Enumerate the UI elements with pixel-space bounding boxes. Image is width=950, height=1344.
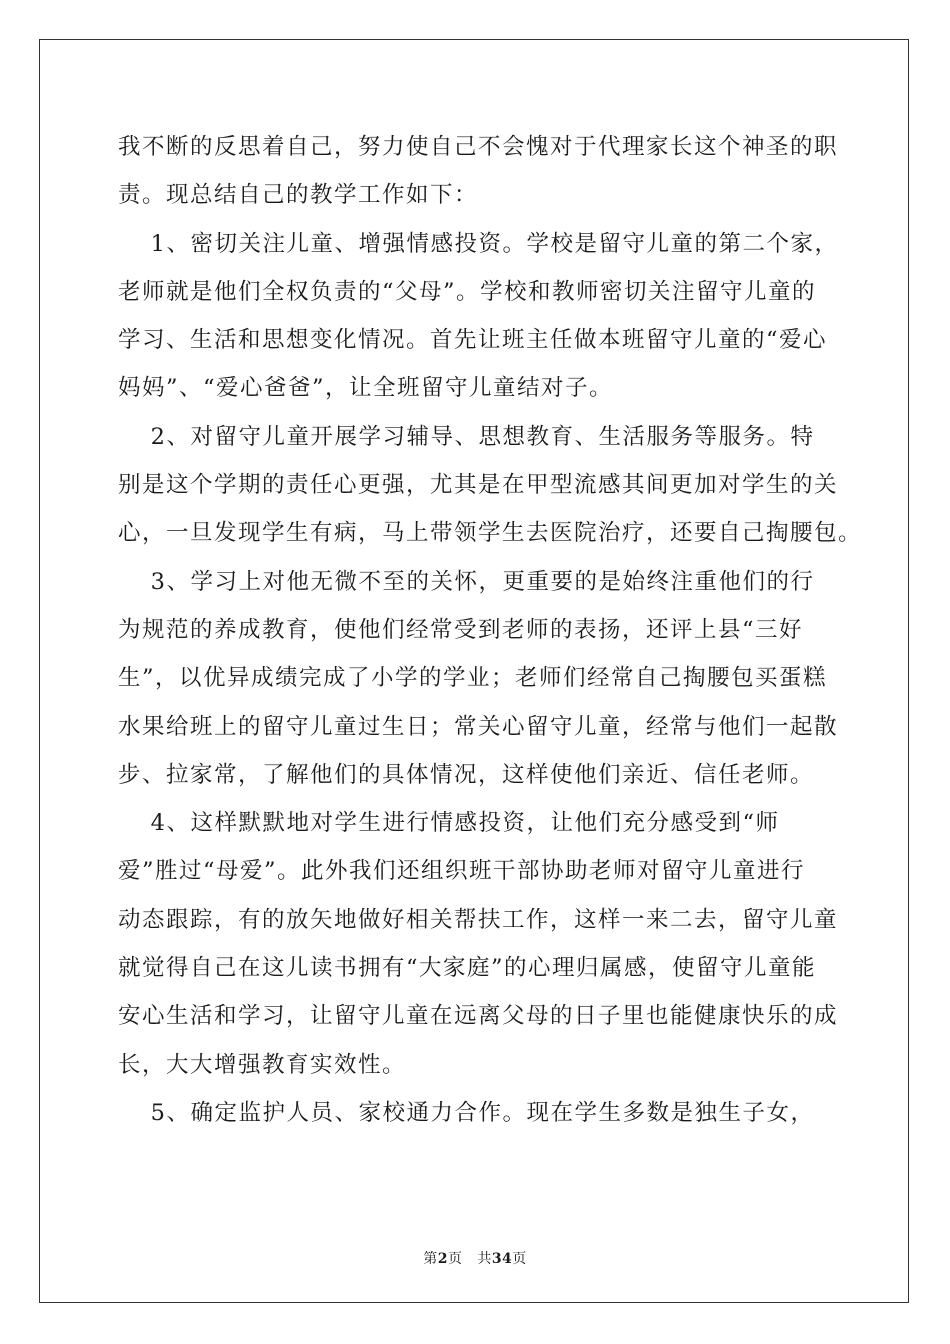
text-line: 我不断的反思着自己，努力使自己不会愧对于代理家长这个神圣的职 [118, 134, 839, 160]
page-suffix: 页 [447, 1251, 463, 1267]
text-line: 就觉得自己在这儿读书拥有“大家庭”的心理归属感，使留守儿童能 [118, 955, 817, 982]
text-line: 责。现总结自己的教学工作如下： [118, 182, 479, 209]
text-line: 老师就是他们全权负责的“父母”。学校和教师密切关注留守儿童的 [118, 278, 817, 305]
text-line: 水果给班上的留守儿童过生日；常关心留守儿童，经常与他们一起散 [118, 713, 839, 740]
page-number: 2 [437, 1251, 448, 1267]
text-line: 心，一旦发现学生有病，马上带领学生去医院治疗，还要自己掏腰包。 [118, 520, 863, 547]
text-line: 学习、生活和思想变化情况。首先让班主任做本班留守儿童的“爱心 [118, 327, 828, 354]
text-line: 为规范的养成教育，使他们经常受到老师的表扬，还评上县“三好 [118, 616, 804, 643]
page-prefix: 第 [423, 1251, 438, 1267]
total-suffix: 页 [512, 1251, 527, 1267]
text-line: 2、对留守儿童开展学习辅导、思想教育、生活服务等服务。特 [118, 423, 815, 450]
text-line: 妈妈”、“爱心爸爸”，让全班留守儿童结对子。 [118, 375, 614, 402]
text-line: 5、确定监护人员、家校通力合作。现在学生多数是独生子女， [118, 1099, 815, 1126]
text-line: 4、这样默默地对学生进行情感投资，让他们充分感受到“师 [118, 810, 780, 837]
document-body [118, 132, 863, 1146]
total-pages: 34 [491, 1251, 513, 1267]
text-line: 1、密切关注儿童、增强情感投资。学校是留守儿童的第二个家， [118, 230, 839, 257]
total-prefix: 共 [477, 1251, 492, 1267]
page-footer [0, 1248, 950, 1268]
text-line: 别是这个学期的责任心更强，尤其是在甲型流感其间更加对学生的关 [118, 472, 839, 499]
text-line: 步、拉家常，了解他们的具体情况，这样使他们亲近、信任老师。 [118, 761, 815, 788]
text-line: 动态跟踪，有的放矢地做好相关帮扶工作，这样一来二去，留守儿童 [118, 906, 839, 933]
text-line: 爱”胜过“母爱”。此外我们还组织班干部协助老师对留守儿童进行 [118, 858, 806, 885]
text-line: 生”，以优异成绩完成了小学的学业；老师们经常自己掏腰包买蛋糕 [118, 665, 828, 692]
text-line: 长，大大增强教育实效性。 [118, 1051, 407, 1078]
text-line: 3、学习上对他无微不至的关怀，更重要的是始终注重他们的行 [118, 568, 815, 595]
text-line: 安心生活和学习，让留守儿童在远离父母的日子里也能健康快乐的成 [118, 1003, 839, 1030]
